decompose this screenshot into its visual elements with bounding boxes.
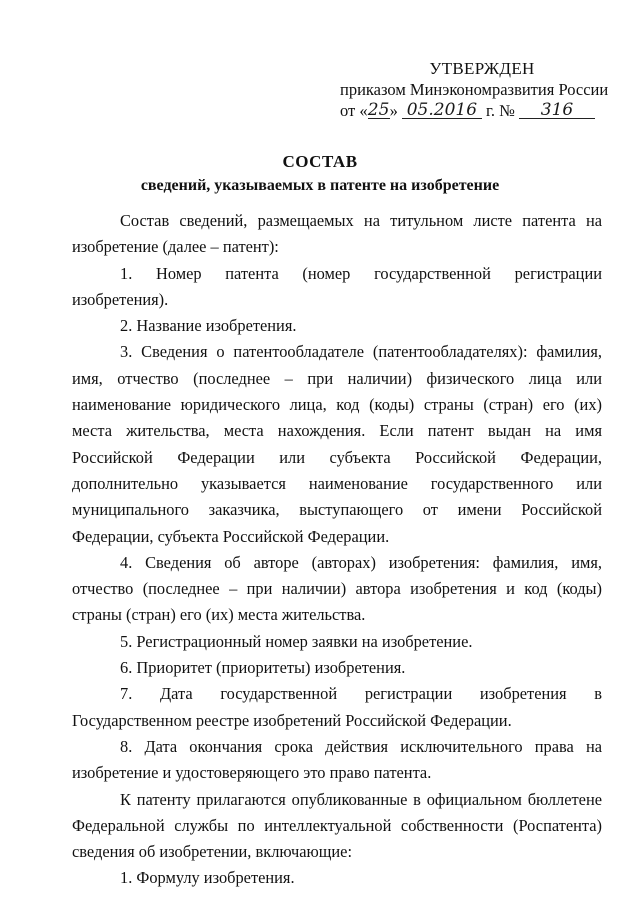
paragraph-item-2: 2. Название изобретения. xyxy=(120,316,297,336)
approval-title: УТВЕРЖДЕН xyxy=(429,59,535,78)
approval-date xyxy=(340,100,610,121)
paragraph-attachment-1: 1. Формулу изобретения. xyxy=(120,868,295,888)
handwritten-order-number: 316 xyxy=(519,102,595,119)
handwritten-month-year: 05.2016 xyxy=(402,102,482,119)
paragraph-item-7: 7. Дата государственной регистрации изобретения в Государственном реестре изобретений Российской Федерации. xyxy=(72,684,602,730)
paragraph-item-3: 3. Сведения о патентообладателе (патентообладателях): фамилия, имя, отчество (последнее – при наличии) физического лица или наименование юридического лица, код (коды) страны (стран) его (их) места жительства, места нахождения. Если патент выдан на имя Российской Федерации или субъекта Российской Федерации, дополнительно указывается наименование государственного или муниципального заказчика, выступающего от имени Российской Федерации, субъекта Российской Федерации. xyxy=(72,342,602,546)
paragraph-item-1: 1. Номер патента (номер государственной регистрации изобретения). xyxy=(72,263,602,309)
paragraph-item-4: 4. Сведения об авторе (авторах) изобретения: фамилия, имя, отчество (последнее – при наличии) автора изобретения и код (коды) страны (стран) его (их) места жительства. xyxy=(72,552,602,625)
paragraph-item-6: 6. Приоритет (приоритеты) изобретения. xyxy=(120,658,406,678)
document-title: СОСТАВ xyxy=(282,152,358,171)
document-subtitle: сведений, указываемых в патенте на изобретение xyxy=(140,177,500,194)
paragraph-intro: Состав сведений, размещаемых на титульном листе патента на изобретение (далее – патент): xyxy=(72,211,602,257)
date-suffix: г. № xyxy=(481,101,515,120)
document-body xyxy=(72,208,602,892)
approval-order: приказом Минэкономразвития России xyxy=(340,80,609,99)
paragraph-attachments: К патенту прилагаются опубликованные в официальном бюллетене Федеральной службы по интеллектуальной собственности (Роспатента) сведения об изобретении, включающие: xyxy=(72,789,602,862)
paragraph-item-5: 5. Регистрационный номер заявки на изобретение. xyxy=(120,631,473,651)
date-prefix: от « xyxy=(340,101,368,120)
date-mid: » xyxy=(389,101,398,120)
handwritten-day: 25 xyxy=(367,100,390,120)
paragraph-item-8: 8. Дата окончания срока действия исключительного права на изобретение и удостоверяющего это право патента. xyxy=(72,736,602,783)
approval-stamp xyxy=(340,58,610,121)
